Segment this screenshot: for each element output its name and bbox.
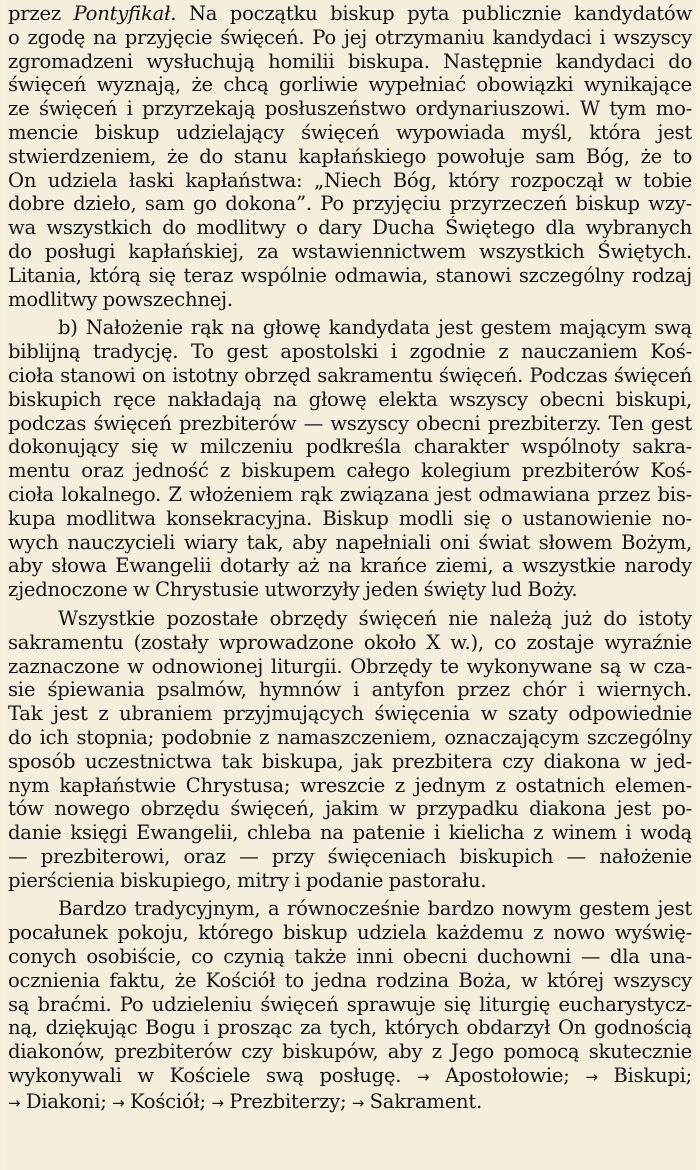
cross-reference-arrow-icon: →	[112, 1093, 125, 1112]
paragraph-4	[8, 897, 692, 1115]
text-line: kupa modlitwa konsekracyjna. Biskup modli się o ustanowienie no-	[8, 506, 692, 530]
text-line	[8, 1090, 692, 1116]
paragraph-3	[8, 607, 692, 893]
text-line: diakonów, prezbiterów czy biskupów, aby z Jego pomocą skutecznie	[8, 1040, 692, 1064]
text-line: stwierdzeniem, że do stanu kapłańskiego powołuje sam Bóg, że to	[8, 144, 692, 168]
text-line: wych nauczycieli wiary tak, aby napełniali oni świat słowem Bożym,	[8, 530, 692, 554]
text-line: święceń wyznają, że chcą gorliwie wypełniać obowiązki wynikające	[8, 73, 692, 97]
text-line: o zgodę na przyjęcie święceń. Po jej otrzymaniu kandydaci i wszyscy	[8, 25, 692, 49]
text-line: do posługi kapłańskiej, za wstawiennictwem wszystkich Świętych.	[8, 239, 692, 263]
cross-reference-link[interactable]: Apostołowie;	[445, 1064, 570, 1088]
paragraph-1	[8, 2, 692, 311]
text-line: wykonywali w Kościele swą posługę. → Apostołowie; → Biskupi;	[8, 1064, 692, 1088]
text-line: danie księgi Ewangelii, chleba na patenie i kielicha z winem i wodą	[8, 821, 692, 845]
text-line: cioła lokalnego. Z włożeniem rąk związana jest odmawiana przez bis-	[8, 482, 692, 506]
text-line: pierścienia biskupiego, mitry i podanie pastorału.	[8, 868, 487, 892]
text-line: Wszystkie pozostałe obrzędy święceń nie należą już do istoty	[58, 606, 692, 630]
text-line: biblijną tradycję. To gest apostolski i zgodnie z nauczaniem Koś-	[8, 340, 692, 364]
text-line: mencie biskup udzielający święceń wypowiada myśl, która jest	[8, 120, 692, 144]
text-line: conych osobiście, co czynią także inni obecni duchowni — dla una-	[8, 945, 692, 969]
text-line: zjednoczone w Chrystusie utworzyły jeden święty lud Boży.	[8, 578, 578, 602]
cross-reference-arrow-icon: →	[416, 1068, 430, 1087]
text-line: ną, dziękując Bogu i prosząc za tych, których obdarzył On godnością	[8, 1016, 692, 1040]
text-line: ze święceń i przyrzekają posłuszeństwo ordynariuszowi. W tym mo-	[8, 97, 692, 121]
text-line: dobre dzieło, sam go dokona”. Po przyjęciu przyrzeczeń biskup wzy-	[8, 192, 692, 216]
text-line: — prezbiterowi, oraz — przy święceniach biskupich — nałożenie	[8, 844, 692, 868]
text-line: sakramentu (zostały wprowadzone około X w.), co zostaje wyraźnie	[8, 630, 692, 654]
book-page	[5, 0, 695, 1170]
text-line: On udziela łaski kapłaństwa: „Niech Bóg, który rozpoczął w tobie	[8, 168, 692, 192]
cross-reference-link[interactable]: Kościół;	[129, 1089, 206, 1113]
text-line: ocznienia faktu, że Kościół to jedna rodzina Boża, w której wszyscy	[8, 968, 692, 992]
cross-reference-link[interactable]: Prezbiterzy;	[229, 1089, 347, 1113]
text-line: pocałunek pokoju, którego biskup udziela każdemu z nowo wyświę-	[8, 921, 692, 945]
text-line: sposób uczestnictwa tak biskupa, jak prezbitera czy diakona w jed-	[8, 749, 692, 773]
text-line: tów nowego obrzędu święceń, jakim w przypadku diakona jest po-	[8, 797, 692, 821]
cross-reference-link[interactable]: Biskupi;	[613, 1064, 692, 1088]
cross-reference-arrow-icon: →	[351, 1093, 365, 1112]
text-line: Litania, którą się teraz wspólnie odmawia, stanowi szczególny rodzaj	[8, 263, 692, 287]
text-line: b) Nałożenie rąk na głowę kandydata jest gestem mającym swą	[58, 316, 692, 340]
cross-reference-arrow-icon: →	[211, 1093, 224, 1112]
cross-reference-link[interactable]: Diakoni;	[25, 1089, 107, 1113]
italic-title: Pontyfikał	[73, 2, 171, 25]
text-line: nym kapłaństwie Chrystusa; wreszcie z jednym z ostatnich elemen-	[8, 773, 692, 797]
text-line: podczas święceń prezbiterów — wszyscy obecni prezbiterzy. Ten gest	[8, 411, 692, 435]
text-line: Bardzo tradycyjnym, a równocześnie bardzo nowym gestem jest	[58, 897, 692, 921]
text-line: cioła stanowi on istotny obrzęd sakramentu święceń. Podczas święceń	[8, 363, 692, 387]
text-line: przez Pontyfikał. Na początku biskup pyta publicznie kandydatów	[8, 2, 692, 25]
text-line: sie śpiewania psalmów, hymnów i antyfon przez chór i wiernych.	[8, 678, 692, 702]
text-line: do ich stopnia; podobnie z namaszczeniem, oznaczającym szczególny	[8, 725, 692, 749]
text-line: są braćmi. Po udzieleniu święceń sprawuje się liturgię eucharystycz-	[8, 992, 692, 1016]
text-line: dokonujący się w milczeniu podkreśla charakter wspólnoty sakra-	[8, 435, 692, 459]
text-line: aby słowa Ewangelii dotarły aż na krańce ziemi, a wszystkie narody	[8, 554, 692, 578]
text-line: wa wszystkich do modlitwy o dary Ducha Świętego dla wybranych	[8, 216, 692, 240]
text-line: Tak jest z ubraniem przyjmujących święcenia w szaty odpowiednie	[8, 702, 692, 726]
text-line: modlitwy powszechnej.	[8, 287, 233, 311]
cross-reference-arrow-icon: →	[585, 1068, 598, 1087]
cross-reference-arrow-icon: →	[8, 1093, 21, 1112]
cross-reference-link[interactable]: Sakrament.	[369, 1089, 483, 1113]
text-line: biskupich ręce nakładają na głowę elekta wszyscy obecni biskupi,	[8, 387, 692, 411]
text-line: zaznaczone w odnowionej liturgii. Obrzędy te wykonywane są w cza-	[8, 654, 692, 678]
text-line: mentu oraz jedność z biskupem całego kolegium prezbiterów Koś-	[8, 459, 692, 483]
paragraph-2	[8, 316, 692, 602]
text-line: zgromadzeni wysłuchują homilii biskupa. Następnie kandydaci do	[8, 49, 692, 73]
